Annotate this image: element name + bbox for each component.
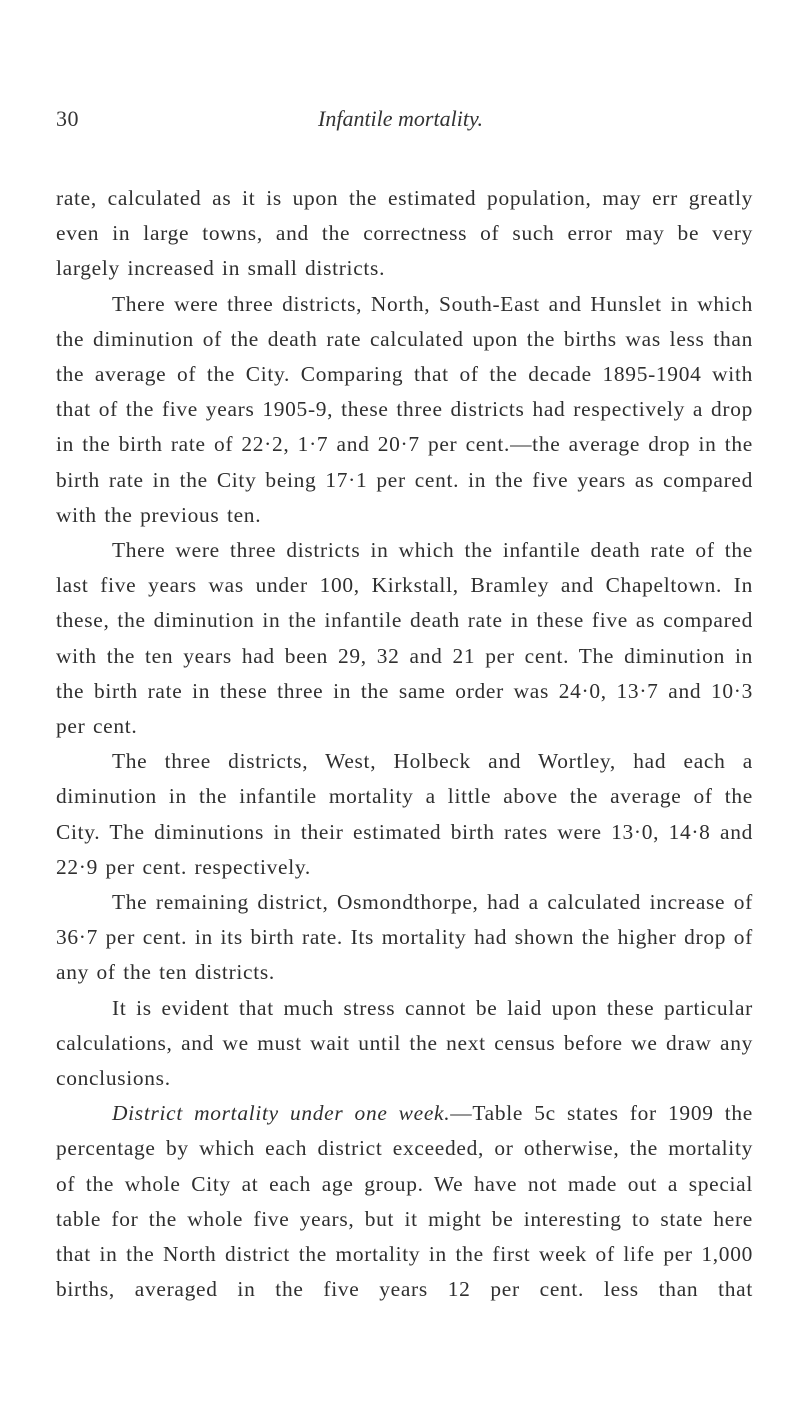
paragraph: It is evident that much stress cannot be laid upon these particular calculations, and we must wait until the next census before we draw any conclusions. [56,995,753,1091]
paragraph-continued: rate, calculated as it is upon the estimated population, may err greatly even in large towns, and the correctness of such error may be very largely increased in small districts. [56,186,753,281]
paragraph-subsection [56,1096,753,1307]
paragraph: There were three districts in which the infantile death rate of the last five years was under 100, Kirkstall, Bramley and Chapeltown. In these, the diminution in the infantile death rate in these five as compared with the ten years had been 29, 32 and 21 per cent. The diminution in the birth rate in these three in the same order was 24·0, 13·7 and 10·3 per cent. [56,538,753,739]
subsection-text: —Table 5c states for 1909 the percentage by which each district exceeded, or otherwise, the mortality of the whole City at each age group. We have not made out a special table for the whole five years, but it might be interesting to state here that in the North district the mortality in the first week of life per 1,000 births, averaged in the five years 12 per cent. less than that [56,1101,753,1302]
paragraph: The three districts, West, Holbeck and Wortley, had each a diminution in the infantile mortality a little above the average of the City. The diminutions in their estimated birth rates were 13·0, 14·8 and 22·9 per cent. respectively. [56,749,753,879]
paragraph: The remaining district, Osmondthorpe, had a calculated increase of 36·7 per cent. in its birth rate. Its mortality had shown the higher drop of any of the ten districts. [56,890,753,985]
page-header [56,106,756,146]
body-text [56,181,753,1308]
running-title: Infantile mortality. [318,106,483,131]
section-subheading: District mortality under one week. [112,1101,451,1126]
page-number: 30 [56,106,79,131]
paragraph: There were three districts, North, South-East and Hunslet in which the diminution of the death rate calculated upon the births was less than the average of the City. Comparing that of the decade 1895-1904 with that of the five years 1905-9, these three districts had respectively a drop in the birth rate of 22·2, 1·7 and 20·7 per cent.—the average drop in the birth rate in the City being 17·1 per cent. in the five years as compared with the previous ten. [56,291,753,527]
